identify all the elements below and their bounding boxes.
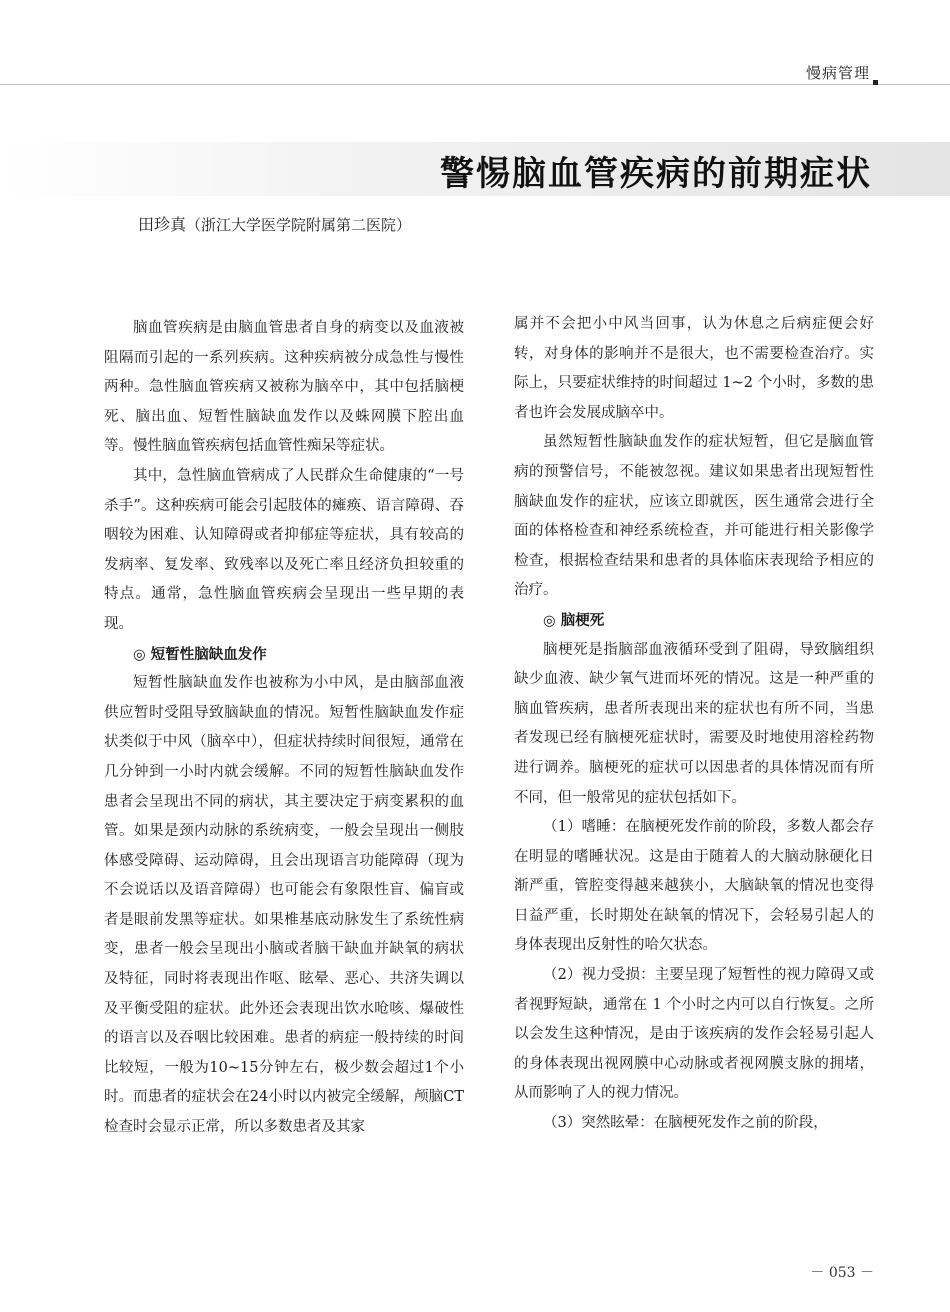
section-heading: ◎ 脑梗死 [543,611,605,629]
paragraph: 属并不会把小中风当回事，认为休息之后病症便会好转，对身体的影响并不是很大，也不需要检查治疗。实际上，只要症状维持的时间超过 1~2 个小时，多数的患者也许会发展成脑卒中。 [514,316,874,421]
article-title: 警惕脑血管疾病的前期症状 [440,154,872,194]
byline [138,212,411,235]
section-marker [873,80,878,85]
paragraph: （3）突然眩晕：在脑梗死发作之前的阶段， [543,1115,828,1132]
page-number: － 053 － [810,1265,874,1281]
author-affiliation: （浙江大学医学院附属第二医院） [186,216,412,234]
section-heading: ◎ 短暂性脑缺血发作 [133,645,267,663]
paragraph: 虽然短暂性脑缺血发作的症状短暂，但它是脑血管病的预警信号，不能被忽视。建议如果患者出现短暂性脑缺血发作的症状，应该立即就医，医生通常会进行全面的体格检查和神经系统检查，并可能进行相关影像学检查，根据检查结果和患者的具体临床表现给予相应的治疗。 [514,434,874,599]
author-name: 田珍真 [138,215,187,234]
right-column [514,310,874,1139]
paragraph: 短暂性脑缺血发作也被称为小中风，是由脑部血液供应暂时受阻导致脑缺血的情况。短暂性脑缺血发作症状类似于中风（脑卒中），但症状持续时间很短，通常在几分钟到一小时内就会缓解。不同的短暂性脑缺血发作患者会呈现出不同的病状，其主要决定于病变累积的血管。如果是颈内动脉的系统病变，一般会呈现出一侧肢体感受障碍、运动障碍，且会出现语言功能障碍（现为不会说话以及语音障碍）也可能会有象限性盲、偏盲或者是眼前发黑等症状。如果椎基底动脉发生了系统性病变，患者一般会呈现出小脑或者脑干缺血并缺氧的病状及特征，同时将表现出作呕、眩晕、恶心、共济失调以及平衡受阻的症状。此外还会表现出饮水呛咳、爆破性的语言以及吞咽比较困难。患者的病症一般持续的时间比较短，一般为10~15分钟左右，极少数会超过1个小时。而患者的症状会在24小时以内被完全缓解，颅脑CT检查时会显示正常，所以多数患者及其家 [104,675,464,1136]
left-column [104,314,464,1143]
paragraph: （1）嗜睡：在脑梗死发作前的阶段，多数人都会存在明显的嗜睡状况。这是由于随着人的大脑动脉硬化日渐严重，管腔变得越来越狭小，大脑缺氧的情况也变得日益严重，长时期处在缺氧的情况下，会轻易引起人的身体表现出反射性的哈欠状态。 [514,819,874,954]
paragraph: （2）视力受损：主要呈现了短暂性的视力障碍又或者视野短缺，通常在 1 个小时之内可以自行恢复。之所以会发生这种情况，是由于该疾病的发作会轻易引起人的身体表现出视网膜中心动脉或者视网膜支脉的拥堵，从而影响了人的视力情况。 [514,967,874,1102]
section-label: 慢病管理 [805,64,870,82]
paragraph: 脑血管疾病是由脑血管患者自身的病变以及血液被阻隔而引起的一系列疾病。这种疾病被分成急性与慢性两种。急性脑血管疾病又被称为脑卒中，其中包括脑梗死、脑出血、短暂性脑缺血发作以及蛛网膜下腔出血等。慢性脑血管疾病包括血管性痴呆等症状。 [104,320,464,455]
paragraph: 其中，急性脑血管病成了人民群众生命健康的“一号杀手”。这种疾病可能会引起肢体的瘫痪、语言障碍、吞咽较为困难、认知障碍或者抑郁症等症状，具有较高的发病率、复发率、致残率以及死亡率且经济负担较重的特点。通常，急性脑血管疾病会呈现出一些早期的表现。 [104,467,464,632]
header-rule [0,84,950,85]
paragraph: 脑梗死是指脑部血液循环受到了阻碍，导致脑组织缺少血液、缺少氧气进而坏死的情况。这是一种严重的脑血管疾病，患者所表现出来的症状也有所不同，当患者发现已经有脑梗死症状时，需要及时地使用溶栓药物进行调养。脑梗死的症状可以因患者的具体情况而有所不同，但一般常见的症状包括如下。 [514,641,874,806]
